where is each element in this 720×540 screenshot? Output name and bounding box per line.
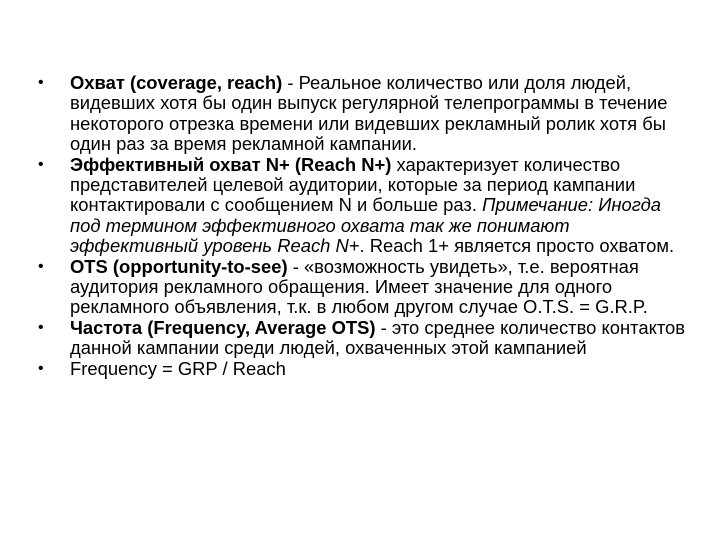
term-frequency: Частота (Frequency, Average OTS) bbox=[70, 316, 376, 338]
bullet-icon: • bbox=[38, 257, 44, 275]
bullet-item-ots bbox=[34, 257, 694, 318]
bullet-item-effective-reach bbox=[34, 155, 694, 257]
bullet-icon: • bbox=[38, 74, 44, 91]
tail-effective-reach: . Reach 1+ является просто охватом. bbox=[359, 235, 675, 257]
formula-text: Frequency = GRP / Reach bbox=[70, 357, 286, 379]
bullet-icon: • bbox=[38, 155, 44, 173]
bullet-item-frequency bbox=[34, 318, 694, 359]
bullet-icon: • bbox=[38, 318, 44, 336]
term-effective-reach: Эффективный охват N+ (Reach N+) bbox=[70, 153, 392, 175]
term-coverage: Охват (coverage, reach) bbox=[70, 72, 283, 93]
bullet-list bbox=[34, 73, 694, 379]
bullet-item-formula bbox=[34, 359, 694, 379]
term-ots: OTS (opportunity-to-see) bbox=[70, 255, 288, 277]
definition-frequency: - это среднее количество контактов данной кампании среди людей, охваченных этой кампанией bbox=[70, 316, 686, 359]
note-effective-reach: Примечание: Иногда под термином эффективного охвата так же понимают эффективный уровень Reach N+ bbox=[70, 194, 661, 257]
definition-coverage: - Реальное количество или доля людей, видевших хотя бы один выпуск регулярной телепрограммы в течение некоторого отрезка времени или видевших рекламный ролик хотя бы один раз за время рекламной кампании. bbox=[70, 72, 668, 155]
definition-ots: - «возможность увидеть», т.е. вероятная аудитория рекламного обращения. Имеет значение для одного рекламного объявления, т.к. в любом другом случае O.T.S. = G.R.P. bbox=[70, 255, 648, 318]
definition-effective-reach: характеризует количество представителей целевой аудитории, которые за период кампании контактировали с сообщением N и больше раз. bbox=[70, 153, 636, 216]
bullet-item-coverage bbox=[34, 73, 694, 155]
bullet-icon: • bbox=[38, 359, 44, 377]
